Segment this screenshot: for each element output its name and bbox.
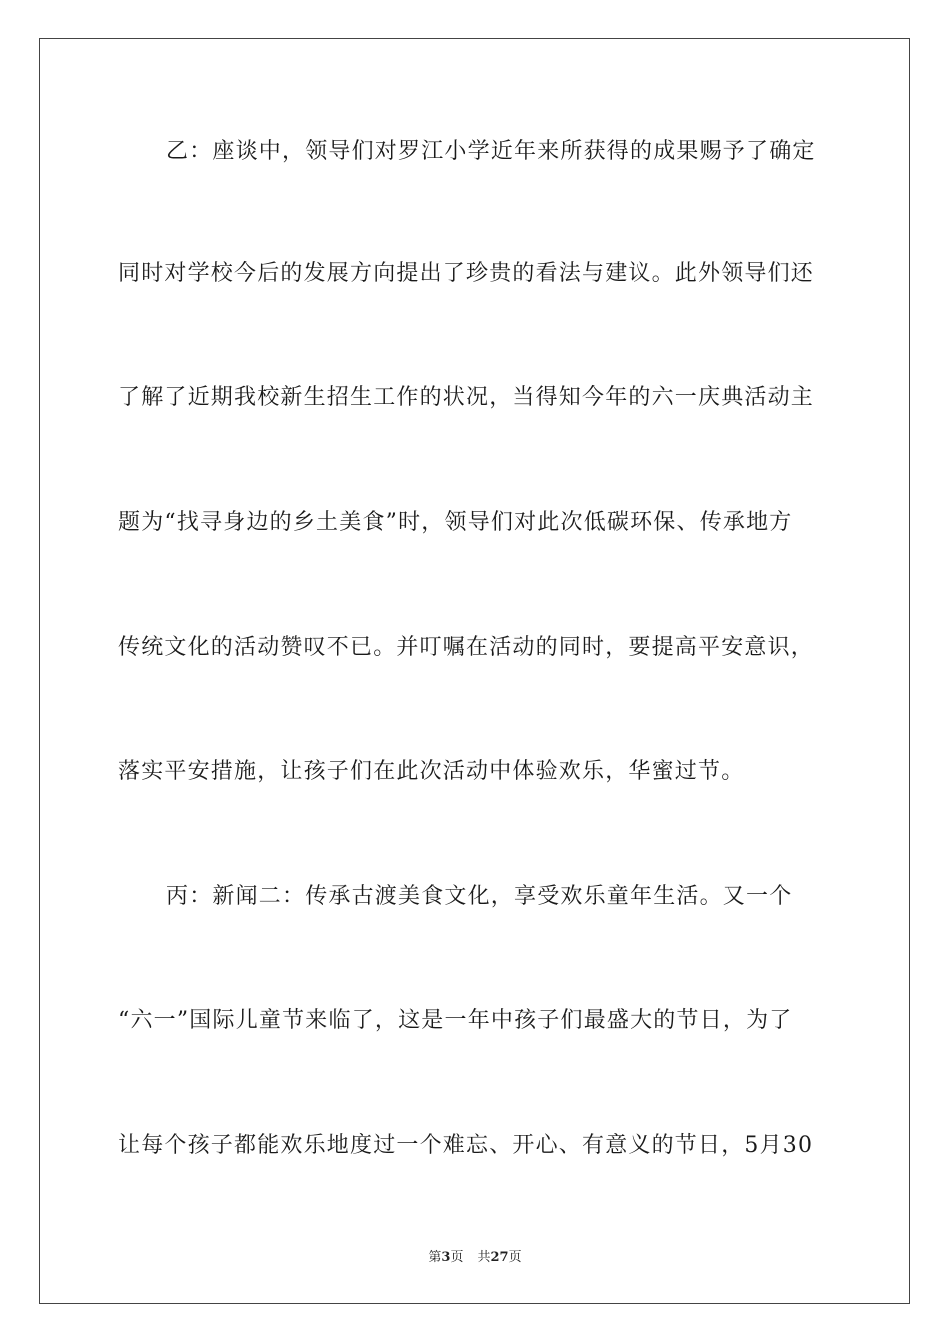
paragraph-line-3: 了解了近期我校新生招生工作的状况，当得知今年的六一庆典活动主 — [118, 385, 815, 410]
paragraph-line-1: 乙：座谈中，领导们对罗江小学近年来所获得的成果赐予了确定 — [166, 139, 816, 164]
page-footer — [0, 1249, 950, 1267]
paragraph-line-2: 同时对学校今后的发展方向提出了珍贵的看法与建议。此外领导们还 — [118, 261, 815, 286]
page-border — [39, 38, 910, 1304]
total-suffix: 页 — [508, 1250, 522, 1265]
paragraph-line-6: 落实平安措施，让孩子们在此次活动中体验欢乐，华蜜过节。 — [118, 759, 745, 784]
page-suffix: 页 — [450, 1250, 464, 1265]
page-prefix: 第 — [428, 1250, 442, 1265]
total-prefix: 共 — [477, 1250, 491, 1265]
paragraph-line-4: 题为“找寻身边的乡土美食”时，领导们对此次低碳环保、传承地方 — [118, 510, 793, 535]
total-pages: 27 — [490, 1250, 509, 1265]
paragraph-line-5: 传统文化的活动赞叹不已。并叮嘱在活动的同时，要提高平安意识， — [118, 635, 815, 660]
paragraph-line-8: “六一”国际儿童节来临了，这是一年中孩子们最盛大的节日，为了 — [118, 1008, 793, 1033]
paragraph-line-9: 让每个孩子都能欢乐地度过一个难忘、开心、有意义的节日，5月30 — [118, 1133, 814, 1158]
paragraph-line-7: 丙：新闻二：传承古渡美食文化，享受欢乐童年生活。又一个 — [166, 884, 793, 909]
page-number: 3 — [441, 1250, 451, 1265]
